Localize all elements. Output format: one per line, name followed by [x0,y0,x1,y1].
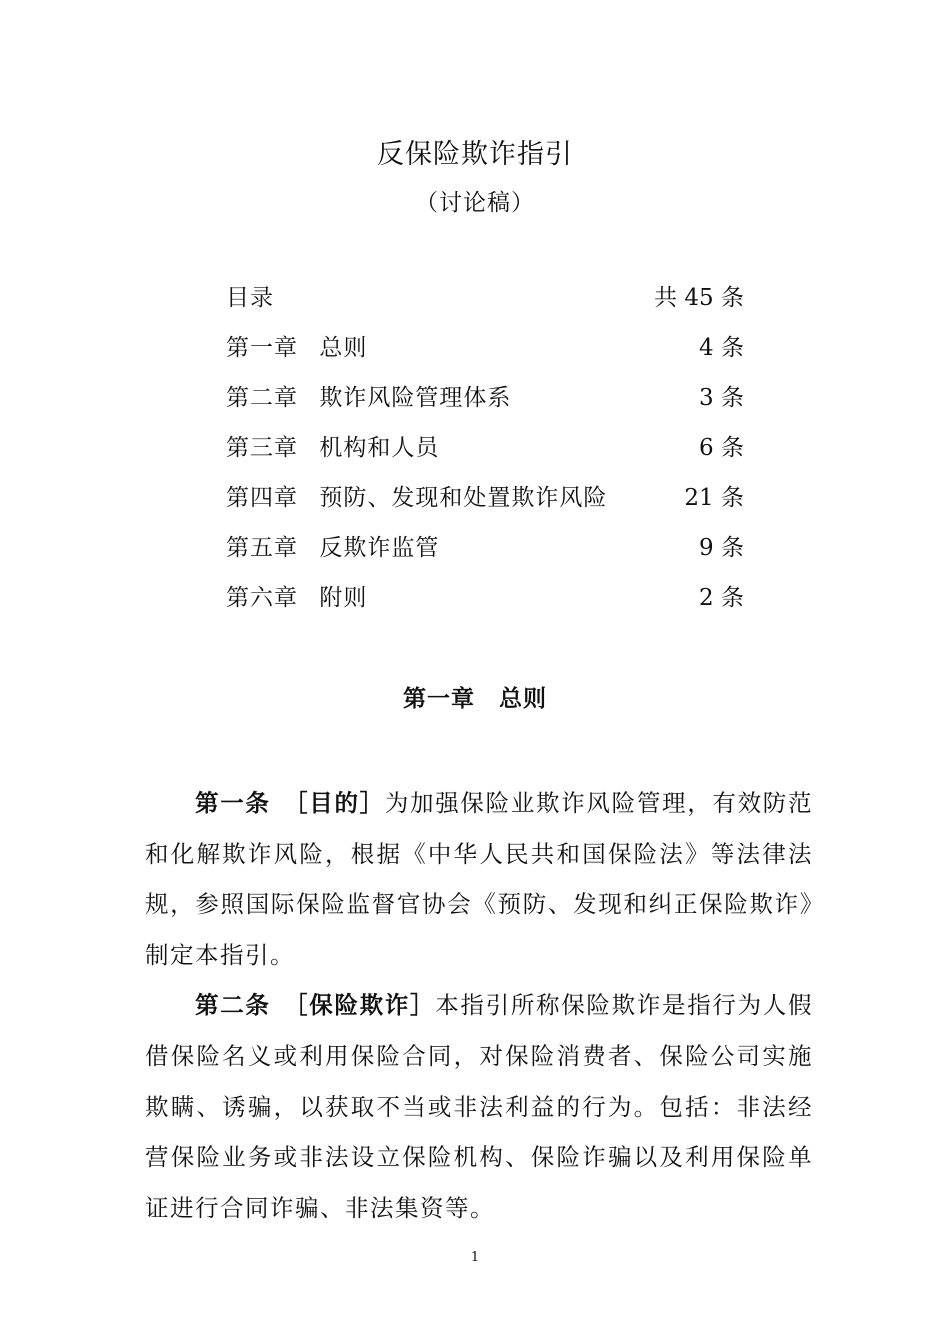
table-of-contents [226,282,744,632]
toc-chapter-name: 预防、发现和处置欺诈风险 [319,485,608,511]
article-number: 第二条 [195,991,271,1020]
toc-chapter-name: 机构和人员 [319,435,440,461]
toc-chapter-name: 反欺诈监管 [319,535,440,561]
toc-header-row [226,282,744,332]
toc-article-count: 6 条 [699,435,744,461]
toc-header-label: 目录 [226,285,274,311]
toc-article-count: 3 条 [699,385,744,411]
toc-article-count: 21 条 [684,485,744,511]
article-number: 第一条 [195,789,271,817]
toc-article-count: 2 条 [699,585,744,611]
toc-chapter-number: 第六章 [226,585,298,611]
article-text: 为加强保险业欺诈风险管理，有效防范和化解欺诈风险，根据《中华人民共和国保险法》等法律法规，参照国际保险监督官协会《预防、发现和纠正保险欺诈》制定本指引。 [145,789,814,969]
toc-row [226,532,744,582]
toc-row [226,482,744,532]
chapter-body [145,778,813,1233]
article-text: 本指引所称保险欺诈是指行为人假借保险名义或利用保险合同，对保险消费者、保险公司实施欺瞒、诱骗，以获取不当或非法利益的行为。包括：非法经营保险业务或非法设立保险机构、保险诈骗以及利用保险单证进行合同诈骗、非法集资等。 [145,991,814,1222]
toc-row [226,382,744,432]
toc-chapter-name: 总则 [319,335,368,361]
toc-header-total: 共 45 条 [654,285,744,311]
toc-chapter-name: 附则 [319,585,368,611]
toc-chapter-number: 第五章 [226,535,298,561]
document-subtitle: （讨论稿） [415,190,535,216]
toc-chapter-number: 第二章 [226,385,298,411]
article-tag: ［目的］ [295,789,385,817]
article-tag: ［保险欺诈］ [295,991,436,1020]
toc-chapter-number: 第一章 [226,335,298,361]
article-paragraph [145,778,813,980]
page-number: 1 [470,1250,480,1265]
document-title: 反保险欺诈指引 [377,139,573,170]
toc-chapter-number: 第三章 [226,435,298,461]
toc-row [226,332,744,382]
chapter-heading: 第一章 总则 [403,686,547,712]
toc-article-count: 4 条 [699,335,744,361]
article-paragraph [145,980,813,1233]
toc-article-count: 9 条 [699,535,744,561]
toc-row [226,432,744,482]
toc-chapter-number: 第四章 [226,485,298,511]
toc-chapter-name: 欺诈风险管理体系 [319,385,512,411]
toc-row [226,582,744,632]
